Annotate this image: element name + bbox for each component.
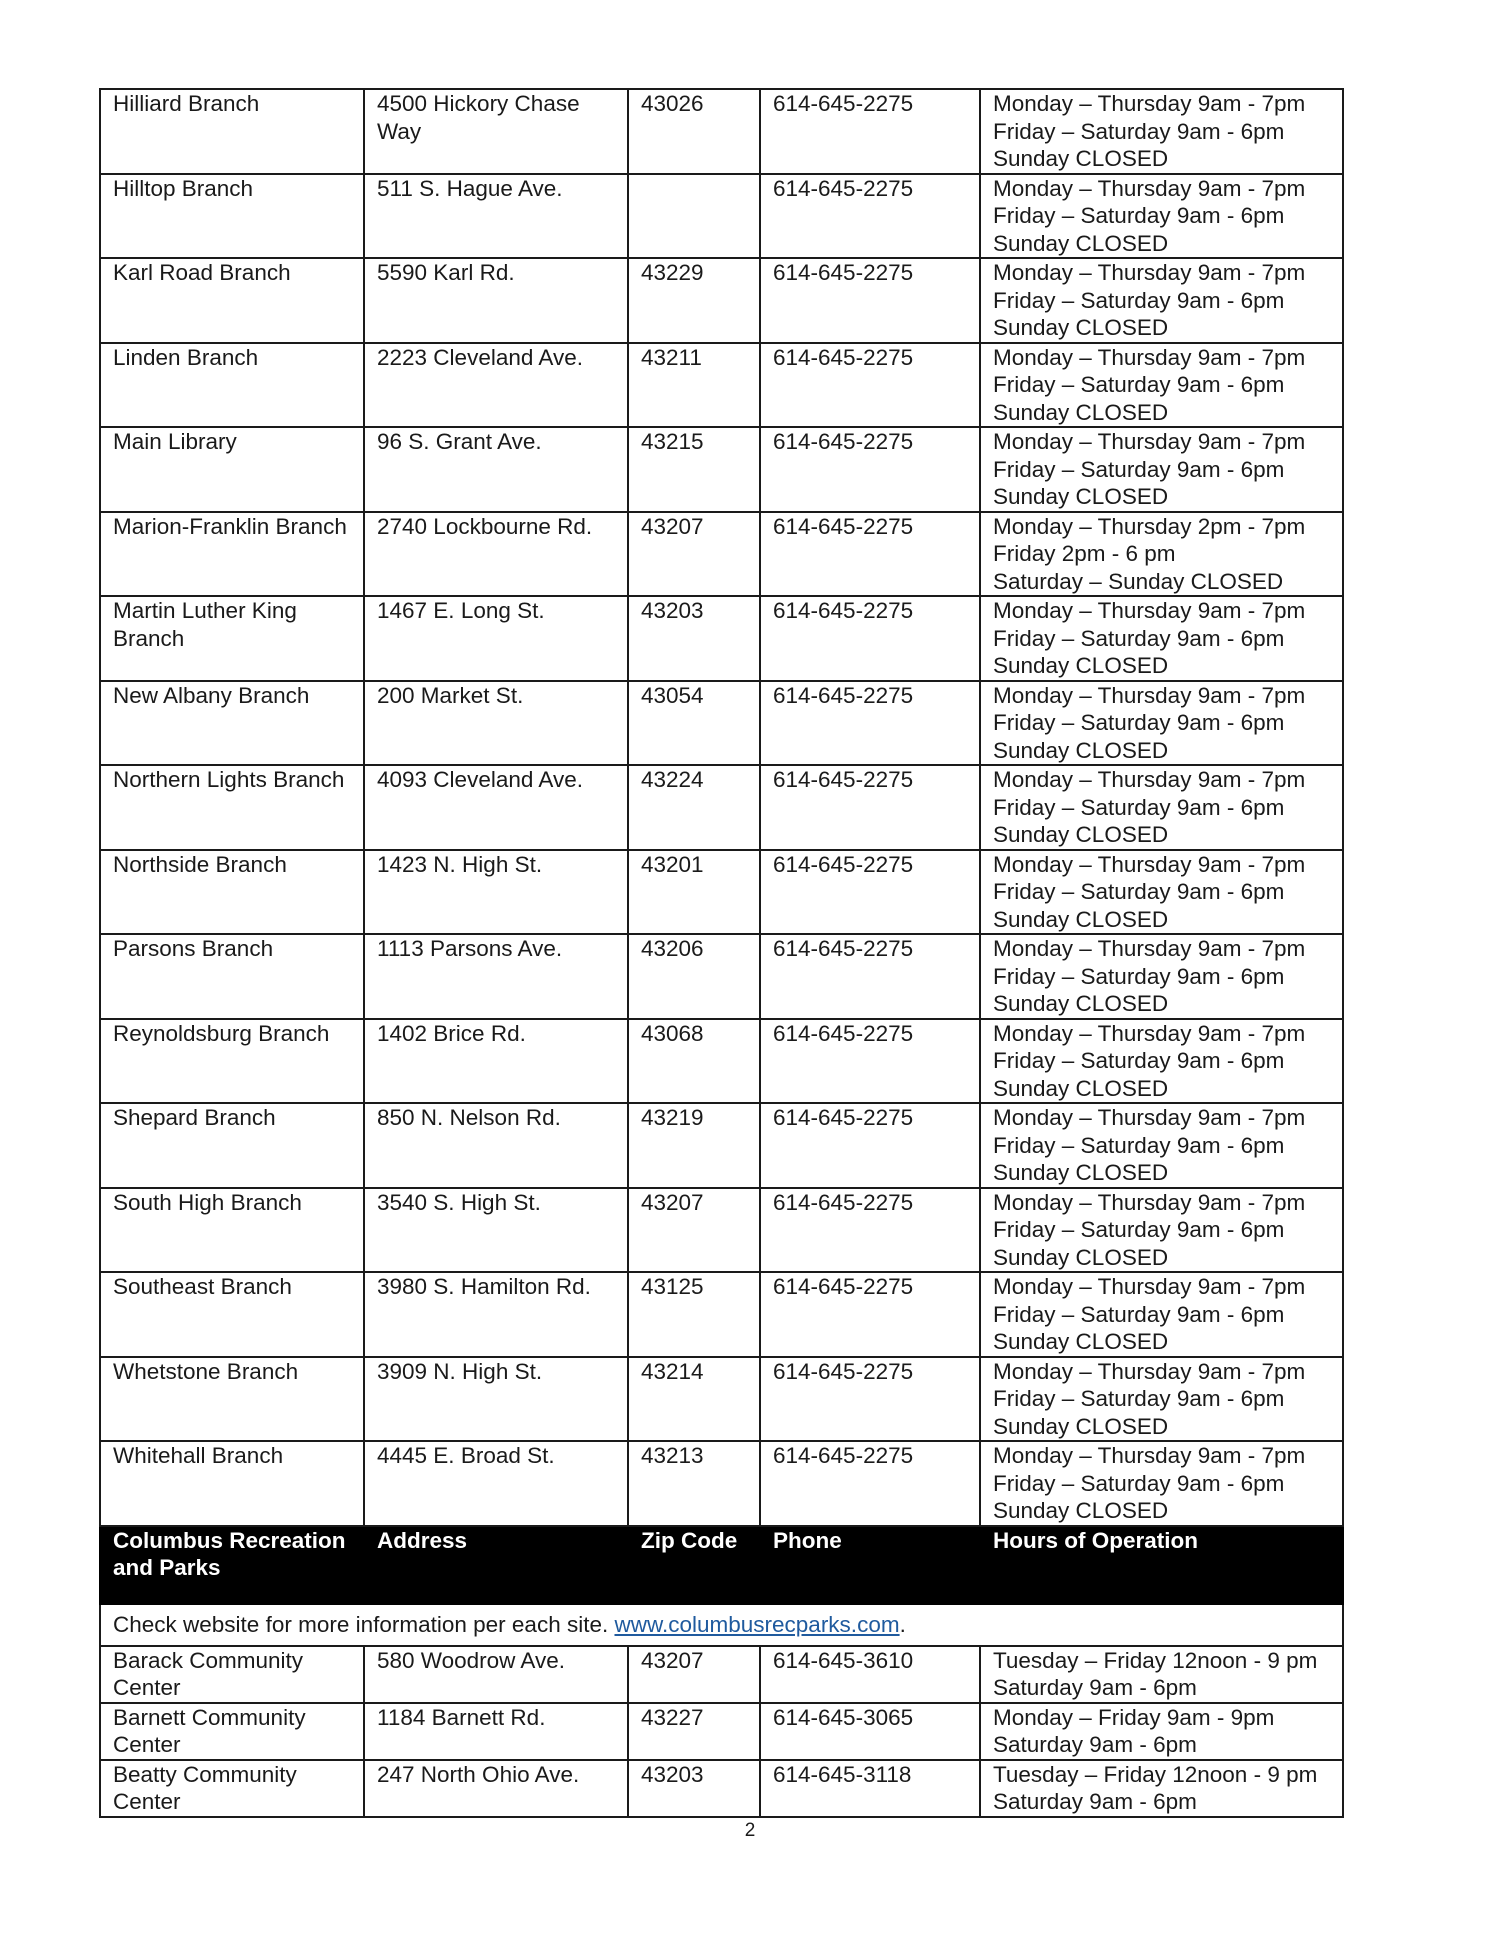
center-phone: 614-645-3610 [760, 1646, 980, 1703]
library-hours: Monday – Thursday 2pm - 7pm Friday 2pm - 6 pm Saturday – Sunday CLOSED [980, 512, 1343, 597]
library-zip: 43229 [628, 258, 760, 343]
recreation-note [100, 1604, 1343, 1646]
library-name: Parsons Branch [100, 934, 364, 1019]
library-address: 3909 N. High St. [364, 1357, 628, 1442]
header-address: Address [364, 1526, 628, 1604]
library-phone: 614-645-2275 [760, 258, 980, 343]
library-address: 1467 E. Long St. [364, 596, 628, 681]
library-hours: Monday – Thursday 9am - 7pm Friday – Saturday 9am - 6pm Sunday CLOSED [980, 596, 1343, 681]
library-zip: 43207 [628, 1188, 760, 1273]
library-phone: 614-645-2275 [760, 1019, 980, 1104]
recreation-row [100, 1646, 1343, 1703]
library-name: Main Library [100, 427, 364, 512]
library-hours: Monday – Thursday 9am - 7pm Friday – Saturday 9am - 6pm Sunday CLOSED [980, 1188, 1343, 1273]
library-address: 4500 Hickory Chase Way [364, 89, 628, 174]
library-address: 4445 E. Broad St. [364, 1441, 628, 1526]
center-name: Barnett Community Center [100, 1703, 364, 1760]
library-name: Hilltop Branch [100, 174, 364, 259]
library-address: 3540 S. High St. [364, 1188, 628, 1273]
library-row [100, 258, 1343, 343]
center-hours: Tuesday – Friday 12noon - 9 pm Saturday 9am - 6pm [980, 1646, 1343, 1703]
library-address: 1423 N. High St. [364, 850, 628, 935]
center-hours: Monday – Friday 9am - 9pm Saturday 9am - 6pm [980, 1703, 1343, 1760]
library-phone: 614-645-2275 [760, 1441, 980, 1526]
library-zip: 43206 [628, 934, 760, 1019]
library-address: 1113 Parsons Ave. [364, 934, 628, 1019]
center-address: 580 Woodrow Ave. [364, 1646, 628, 1703]
center-address: 1184 Barnett Rd. [364, 1703, 628, 1760]
center-zip: 43227 [628, 1703, 760, 1760]
library-zip: 43125 [628, 1272, 760, 1357]
center-name: Beatty Community Center [100, 1760, 364, 1817]
library-hours: Monday – Thursday 9am - 7pm Friday – Saturday 9am - 6pm Sunday CLOSED [980, 934, 1343, 1019]
library-name: South High Branch [100, 1188, 364, 1273]
library-row [100, 427, 1343, 512]
library-row [100, 1272, 1343, 1357]
library-name: Whitehall Branch [100, 1441, 364, 1526]
library-zip: 43203 [628, 596, 760, 681]
library-phone: 614-645-2275 [760, 681, 980, 766]
library-phone: 614-645-2275 [760, 343, 980, 428]
library-row [100, 934, 1343, 1019]
library-address: 3980 S. Hamilton Rd. [364, 1272, 628, 1357]
library-hours: Monday – Thursday 9am - 7pm Friday – Saturday 9am - 6pm Sunday CLOSED [980, 174, 1343, 259]
library-zip: 43224 [628, 765, 760, 850]
recreation-note-row [100, 1604, 1343, 1646]
library-hours: Monday – Thursday 9am - 7pm Friday – Saturday 9am - 6pm Sunday CLOSED [980, 765, 1343, 850]
library-hours: Monday – Thursday 9am - 7pm Friday – Saturday 9am - 6pm Sunday CLOSED [980, 258, 1343, 343]
library-phone: 614-645-2275 [760, 174, 980, 259]
library-phone: 614-645-2275 [760, 1188, 980, 1273]
library-zip: 43054 [628, 681, 760, 766]
library-name: Whetstone Branch [100, 1357, 364, 1442]
library-zip: 43213 [628, 1441, 760, 1526]
library-address: 850 N. Nelson Rd. [364, 1103, 628, 1188]
library-phone: 614-645-2275 [760, 427, 980, 512]
library-name: Reynoldsburg Branch [100, 1019, 364, 1104]
directory-table [99, 88, 1344, 1818]
library-name: Shepard Branch [100, 1103, 364, 1188]
library-address: 511 S. Hague Ave. [364, 174, 628, 259]
library-phone: 614-645-2275 [760, 765, 980, 850]
library-name: New Albany Branch [100, 681, 364, 766]
library-name: Karl Road Branch [100, 258, 364, 343]
center-phone: 614-645-3118 [760, 1760, 980, 1817]
library-hours: Monday – Thursday 9am - 7pm Friday – Saturday 9am - 6pm Sunday CLOSED [980, 427, 1343, 512]
library-hours: Monday – Thursday 9am - 7pm Friday – Saturday 9am - 6pm Sunday CLOSED [980, 89, 1343, 174]
header-zip: Zip Code [628, 1526, 760, 1604]
library-zip: 43211 [628, 343, 760, 428]
library-hours: Monday – Thursday 9am - 7pm Friday – Saturday 9am - 6pm Sunday CLOSED [980, 1357, 1343, 1442]
library-zip: 43215 [628, 427, 760, 512]
library-zip: 43068 [628, 1019, 760, 1104]
library-row [100, 765, 1343, 850]
recreation-row [100, 1703, 1343, 1760]
library-phone: 614-645-2275 [760, 512, 980, 597]
library-row [100, 681, 1343, 766]
library-address: 2740 Lockbourne Rd. [364, 512, 628, 597]
library-address: 2223 Cleveland Ave. [364, 343, 628, 428]
library-hours: Monday – Thursday 9am - 7pm Friday – Saturday 9am - 6pm Sunday CLOSED [980, 343, 1343, 428]
library-hours: Monday – Thursday 9am - 7pm Friday – Saturday 9am - 6pm Sunday CLOSED [980, 681, 1343, 766]
library-hours: Monday – Thursday 9am - 7pm Friday – Saturday 9am - 6pm Sunday CLOSED [980, 1019, 1343, 1104]
center-name: Barack Community Center [100, 1646, 364, 1703]
library-zip: 43219 [628, 1103, 760, 1188]
library-zip: 43214 [628, 1357, 760, 1442]
library-phone: 614-645-2275 [760, 850, 980, 935]
library-name: Martin Luther King Branch [100, 596, 364, 681]
page-number: 2 [744, 1820, 756, 1841]
library-zip [628, 174, 760, 259]
library-row [100, 1188, 1343, 1273]
library-row [100, 89, 1343, 174]
library-row [100, 1103, 1343, 1188]
library-zip: 43026 [628, 89, 760, 174]
center-zip: 43203 [628, 1760, 760, 1817]
recreation-header-row [100, 1526, 1343, 1604]
library-row [100, 1441, 1343, 1526]
library-row [100, 512, 1343, 597]
library-phone: 614-645-2275 [760, 934, 980, 1019]
library-hours: Monday – Thursday 9am - 7pm Friday – Saturday 9am - 6pm Sunday CLOSED [980, 1103, 1343, 1188]
library-phone: 614-645-2275 [760, 596, 980, 681]
library-row [100, 343, 1343, 428]
library-name: Northern Lights Branch [100, 765, 364, 850]
center-hours: Tuesday – Friday 12noon - 9 pm Saturday 9am - 6pm [980, 1760, 1343, 1817]
library-hours: Monday – Thursday 9am - 7pm Friday – Saturday 9am - 6pm Sunday CLOSED [980, 1272, 1343, 1357]
library-phone: 614-645-2275 [760, 1103, 980, 1188]
center-phone: 614-645-3065 [760, 1703, 980, 1760]
library-row [100, 850, 1343, 935]
library-phone: 614-645-2275 [760, 1357, 980, 1442]
header-hours: Hours of Operation [980, 1526, 1343, 1604]
library-row [100, 596, 1343, 681]
center-zip: 43207 [628, 1646, 760, 1703]
library-row [100, 1019, 1343, 1104]
center-address: 247 North Ohio Ave. [364, 1760, 628, 1817]
library-address: 200 Market St. [364, 681, 628, 766]
library-row [100, 1357, 1343, 1442]
library-address: 4093 Cleveland Ave. [364, 765, 628, 850]
library-address: 5590 Karl Rd. [364, 258, 628, 343]
library-name: Northside Branch [100, 850, 364, 935]
header-phone: Phone [760, 1526, 980, 1604]
note-trailing: . [899, 1611, 906, 1637]
recparks-website-link[interactable]: www.columbusrecparks.com [614, 1611, 900, 1637]
library-row [100, 174, 1343, 259]
recreation-row [100, 1760, 1343, 1817]
library-name: Marion-Franklin Branch [100, 512, 364, 597]
library-phone: 614-645-2275 [760, 1272, 980, 1357]
library-zip: 43201 [628, 850, 760, 935]
library-address: 1402 Brice Rd. [364, 1019, 628, 1104]
library-phone: 614-645-2275 [760, 89, 980, 174]
header-name: Columbus Recreation and Parks [100, 1526, 364, 1604]
library-hours: Monday – Thursday 9am - 7pm Friday – Saturday 9am - 6pm Sunday CLOSED [980, 1441, 1343, 1526]
library-name: Southeast Branch [100, 1272, 364, 1357]
note-text: Check website for more information per each site. [113, 1611, 615, 1637]
library-address: 96 S. Grant Ave. [364, 427, 628, 512]
library-hours: Monday – Thursday 9am - 7pm Friday – Saturday 9am - 6pm Sunday CLOSED [980, 850, 1343, 935]
library-zip: 43207 [628, 512, 760, 597]
library-name: Linden Branch [100, 343, 364, 428]
library-name: Hilliard Branch [100, 89, 364, 174]
